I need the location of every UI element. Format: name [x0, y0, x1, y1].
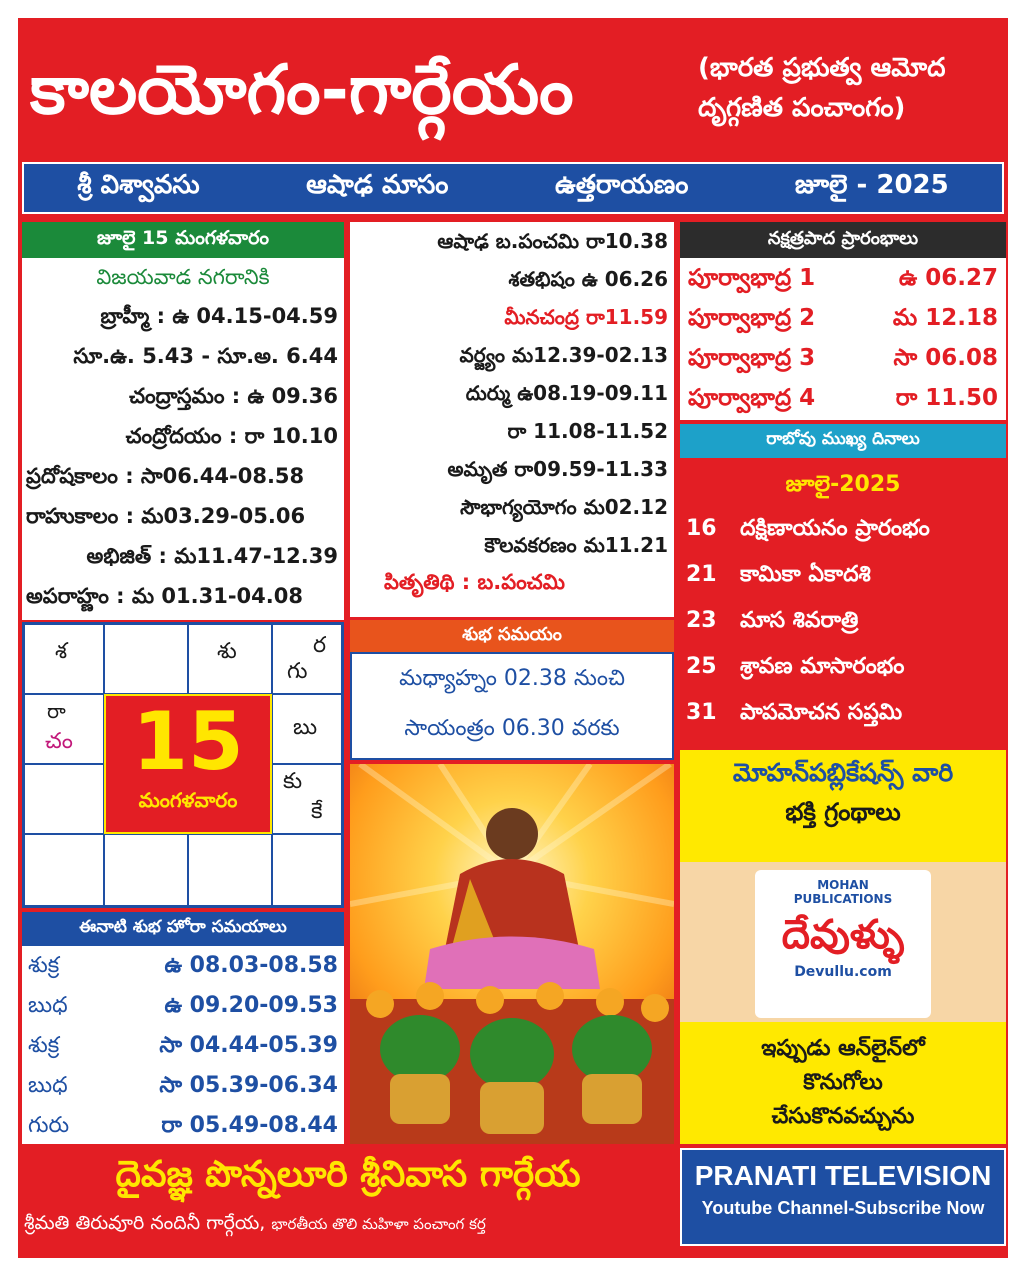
month-year: జూలై - 2025 — [794, 170, 949, 200]
event-day: 23 — [686, 608, 717, 633]
planet-ketu: కే — [311, 799, 323, 824]
hora-row — [22, 946, 344, 986]
hora-time: ఉ 08.03-08.58 — [164, 953, 338, 978]
hora-time: ఉ 09.20-09.53 — [164, 993, 338, 1018]
event-day: 16 — [686, 516, 717, 541]
hora-list — [22, 946, 344, 1144]
pada-time: రా 11.50 — [895, 385, 998, 411]
planet-kuja: కు — [283, 769, 303, 794]
subscribe-text: Youtube Channel-Subscribe Now — [701, 1198, 985, 1218]
nakshatra-pada-panel — [680, 222, 1006, 420]
planet-rahu: రా — [47, 699, 66, 723]
events-month: జూలై-2025 — [785, 472, 901, 497]
co-author-name: శ్రీమతి తిరువూరి నందినీ గార్గేయ, — [24, 1212, 266, 1234]
pada-name: పూర్వాభాద్ర 1 — [688, 265, 816, 291]
footer-tv — [680, 1148, 1006, 1246]
pada-time: ఉ 06.27 — [898, 265, 998, 291]
header — [18, 18, 1008, 158]
ad-logo-area — [680, 862, 1006, 1022]
day-name: మంగళవారం — [138, 788, 238, 812]
varjyam-row: వర్జ్యం మ12.39-02.13 — [459, 343, 668, 367]
pada-name: పూర్వాభాద్ర 3 — [688, 345, 816, 371]
month-name: ఆషాఢ మాసం — [306, 170, 449, 200]
hora-row — [22, 1066, 344, 1106]
yoga-row: సౌభాగ్యయోగం మ02.12 — [460, 495, 668, 519]
pada-time: సా 06.08 — [893, 345, 998, 371]
ad-publisher: మోహన్‌పబ్లికేషన్స్ వారి — [732, 758, 954, 787]
planet-sani: శ — [55, 639, 68, 664]
event-name: పాపమోచన సప్తమి — [740, 700, 903, 725]
hora-heading: ఈనాటి శుభ హోరా సమయాలు — [22, 912, 344, 946]
moonrise-row: చంద్రోదయం : రా 10.10 — [125, 424, 338, 448]
event-day: 31 — [686, 700, 717, 725]
events-list — [680, 464, 1006, 744]
chart-cell — [272, 834, 342, 906]
date-heading: జూలై 15 మంగళవారం — [22, 222, 344, 258]
hora-time: సా 04.44-05.39 — [159, 1033, 338, 1058]
ad-online-line-1: ఇప్పుడు ఆన్‌లైన్‌లో — [761, 1036, 925, 1061]
page-title: కాలయోగం-గార్గేయం — [30, 51, 574, 130]
chart-cell — [104, 834, 188, 906]
event-name: మాస శివరాత్రి — [740, 608, 859, 633]
nakshatra-pada-heading: నక్షత్రపాద ప్రారంభాలు — [680, 222, 1006, 258]
hora-name: బుధ — [28, 1073, 68, 1098]
abhijit-row: అభిజిత్ : మ11.47-12.39 — [86, 544, 338, 568]
chart-cell — [188, 624, 272, 694]
subtitle — [698, 48, 998, 128]
pada-name: పూర్వాభాద్ర 4 — [688, 385, 816, 411]
shubha-heading: శుభ సమయం — [350, 620, 674, 652]
logo-mohan: MOHAN — [817, 878, 869, 892]
nakshatra-pada-row — [680, 258, 1006, 298]
event-name: దక్షిణాయనం ప్రారంభం — [740, 516, 930, 541]
ad-books: భక్తి గ్రంథాలు — [785, 798, 901, 826]
ayanam: ఉత్తరాయణం — [554, 170, 689, 200]
chart-cell — [272, 764, 342, 834]
chart-cell — [272, 624, 342, 694]
karana-row: కౌలవకరణం మ11.21 — [484, 533, 668, 557]
date-number: 15 — [132, 695, 244, 788]
chart-cell — [24, 694, 104, 764]
shubha-start: మధ్యాహ్నం 02.38 నుంచి — [399, 666, 625, 691]
chart-cell — [188, 834, 272, 906]
chart-cell — [104, 624, 188, 694]
event-item — [680, 644, 1006, 690]
ad-panel — [680, 750, 1006, 1144]
event-name: శ్రావణ మాసారంభం — [740, 654, 905, 679]
nakshatra-pada-row — [680, 298, 1006, 338]
pradosha-row: ప్రదోషకాలం : సా06.44-08.58 — [26, 464, 305, 488]
logo-publications: PUBLICATIONS — [793, 892, 893, 906]
planet-chandra: చం — [45, 729, 73, 754]
middle-panel — [350, 222, 674, 617]
hora-name: శుక్ర — [28, 953, 60, 978]
hora-name: శుక్ర — [28, 1033, 60, 1058]
year-name: శ్రీ విశ్వావసు — [77, 170, 200, 200]
planet-sukra: శు — [217, 639, 237, 664]
event-item — [680, 690, 1006, 736]
date-box — [104, 694, 272, 834]
hora-row — [22, 986, 344, 1026]
hora-name: గురు — [28, 1113, 70, 1138]
durmuhurtam-row: దుర్ము ఉ08.19-09.11 — [465, 381, 668, 405]
event-item — [680, 506, 1006, 552]
co-author — [24, 1212, 674, 1239]
sunrise-row: సూ.ఉ. 5.43 - సూ.అ. 6.44 — [73, 344, 338, 368]
event-name: కామికా ఏకాదశి — [740, 562, 871, 587]
priest-photo — [350, 764, 674, 1144]
event-item — [680, 598, 1006, 644]
amrita-row: అమృత రా09.59-11.33 — [447, 457, 668, 481]
ad-online-text — [680, 1032, 1006, 1134]
chart-cell — [272, 694, 342, 764]
rahukalam-row: రాహుకాలం : మ03.29-05.06 — [26, 504, 306, 528]
brahmi-row: బ్రాహ్మీ : ఉ 04.15-04.59 — [100, 304, 338, 328]
event-day: 21 — [686, 562, 717, 587]
hora-row — [22, 1106, 344, 1146]
event-day: 25 — [686, 654, 717, 679]
hora-name: బుధ — [28, 993, 68, 1018]
subtitle-line-2: దృగ్గణిత పంచాంగం) — [698, 93, 906, 123]
left-panel — [22, 222, 344, 620]
nakshatra-row: శతభిషం ఉ 06.26 — [508, 267, 668, 291]
planet-budha: బు — [293, 715, 318, 740]
info-bar — [22, 162, 1004, 214]
moon-sign-row: మీనచంద్ర రా11.59 — [504, 305, 668, 329]
planet-guru: గు — [287, 659, 308, 684]
city-label: విజయవాడ నగరానికి — [96, 265, 270, 289]
hora-row — [22, 1026, 344, 1066]
pitru-tithi-row: పితృతిథి : బ.పంచమి — [384, 570, 565, 594]
moonset-row: చంద్రాస్తమం : ఉ 09.36 — [129, 384, 338, 408]
author-name: దైవజ్ఞ పొన్నలూరి శ్రీనివాస గార్గేయ — [115, 1154, 581, 1195]
events-heading: రాబోవు ముఖ్య దినాలు — [680, 424, 1006, 458]
planet-ravi: ర — [313, 633, 327, 658]
hora-time: రా 05.49-08.44 — [161, 1113, 338, 1138]
nakshatra-pada-row — [680, 338, 1006, 378]
pada-time: మ 12.18 — [892, 305, 998, 331]
tithi-row: ఆషాఢ బ.పంచమి రా10.38 — [437, 229, 668, 253]
subtitle-line-1: (భారత ప్రభుత్వ ఆమోద — [698, 53, 946, 83]
shubha-times — [350, 652, 674, 760]
durmuhurtam-row-2: రా 11.08-11.52 — [507, 419, 668, 443]
rasi-chart — [22, 622, 344, 908]
photo-illustration — [350, 764, 674, 1144]
chart-cell — [24, 764, 104, 834]
nakshatra-pada-row — [680, 378, 1006, 418]
logo-brand: దేవుళ్ళు — [781, 912, 905, 958]
aparahna-row: అపరాహ్ణం : మ 01.31-04.08 — [26, 584, 303, 608]
tv-name: PRANATI TELEVISION — [694, 1160, 992, 1191]
co-author-title: భారతీయ తొలి మహిళా పంచాంగ కర్త — [271, 1215, 486, 1233]
pada-name: పూర్వాభాద్ర 2 — [688, 305, 816, 331]
chart-cell — [24, 624, 104, 694]
logo-site: Devullu.com — [794, 964, 892, 980]
hora-time: సా 05.39-06.34 — [159, 1073, 338, 1098]
shubha-end: సాయంత్రం 06.30 వరకు — [404, 716, 620, 741]
devullu-logo — [755, 870, 931, 1018]
ad-online-line-3: చేసుకొనవచ్చును — [771, 1104, 915, 1129]
event-item — [680, 552, 1006, 598]
footer-author — [18, 1148, 678, 1258]
ad-online-line-2: కొనుగోలు — [803, 1070, 883, 1095]
chart-cell — [24, 834, 104, 906]
